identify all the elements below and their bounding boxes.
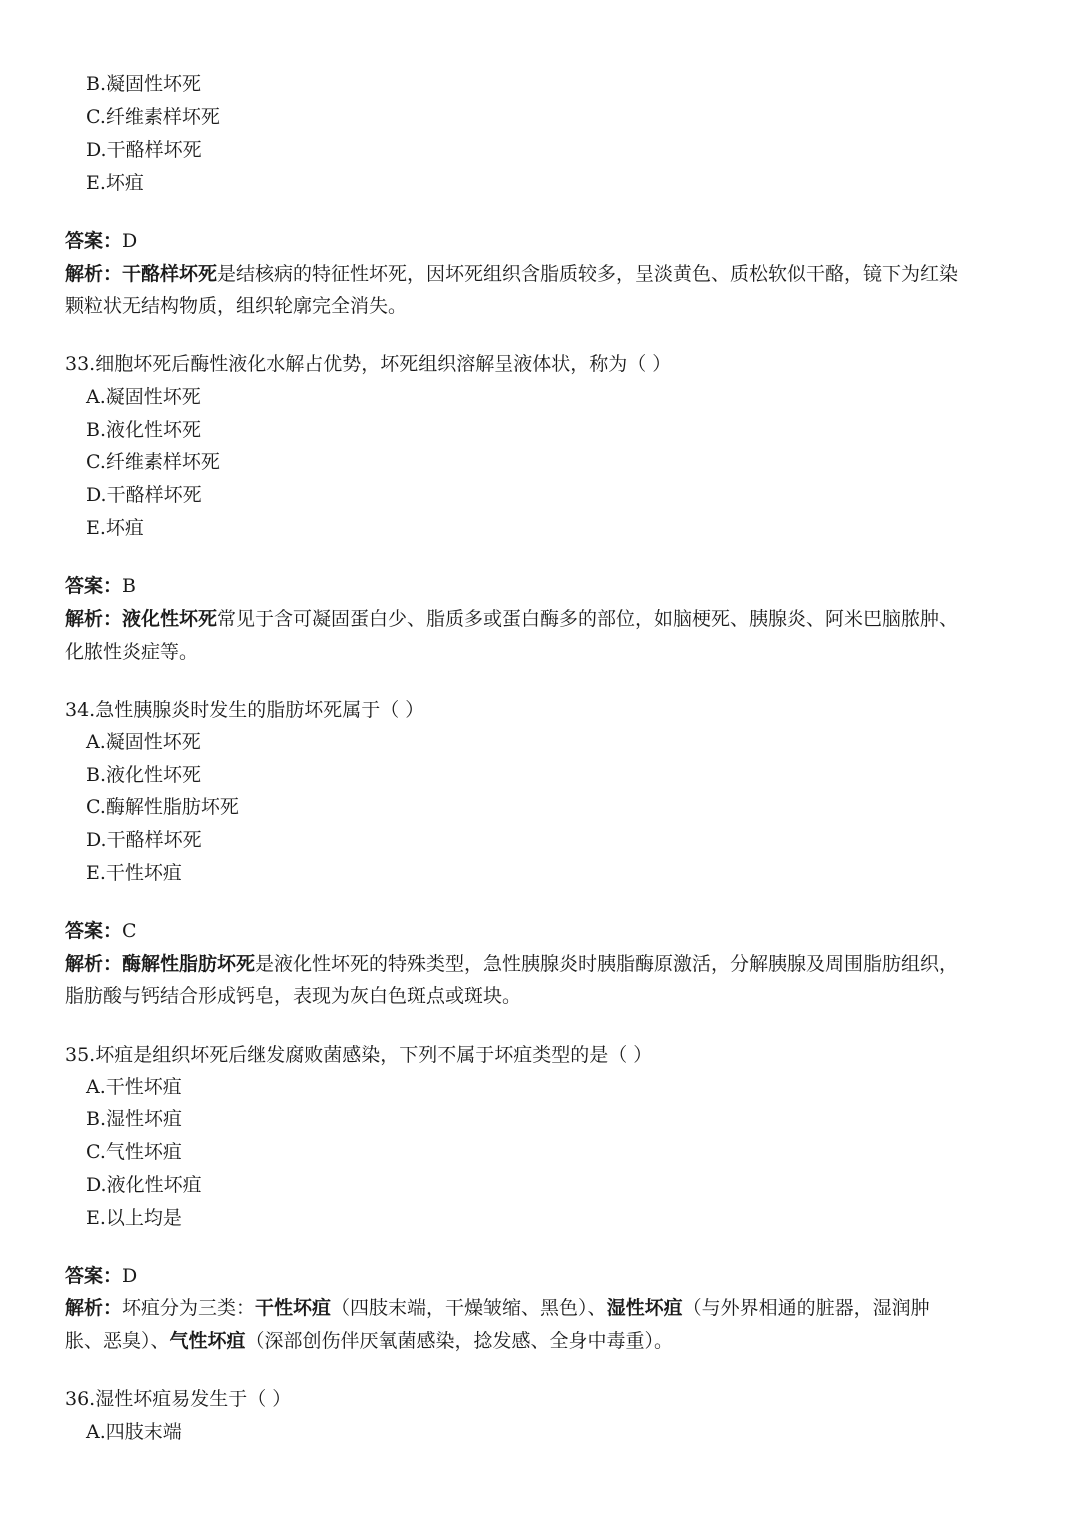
option-b: B.液化性坏死 bbox=[86, 419, 202, 441]
option-d: D.干酪样坏死 bbox=[86, 139, 202, 161]
explanation-label: 解析： bbox=[65, 263, 123, 285]
question-stem: 36.湿性坏疽易发生于（ ） bbox=[65, 1388, 292, 1410]
option-c: C.酶解性脂肪坏死 bbox=[86, 796, 239, 818]
explanation-line-2: 脂肪酸与钙结合形成钙皂，表现为灰白色斑点或斑块。 bbox=[65, 985, 522, 1007]
answer-line bbox=[65, 918, 137, 944]
explanation-term: 酶解性脂肪坏死 bbox=[122, 953, 256, 975]
answer-line bbox=[65, 573, 136, 599]
gangrene-type-wet-desc: （与外界相通的脏器，湿润肿 bbox=[682, 1297, 930, 1319]
explanation-text: 是结核病的特征性坏死，因坏死组织含脂质较多，呈淡黄色、质松软似干酪，镜下为红染 bbox=[217, 263, 959, 285]
option-c: C.纤维素样坏死 bbox=[86, 106, 220, 128]
gangrene-type-dry: 干性坏疽 bbox=[255, 1297, 332, 1319]
explanation-text: 常见于含可凝固蛋白少、脂质多或蛋白酶多的部位，如脑梗死、胰腺炎、阿米巴脑脓肿、 bbox=[217, 608, 959, 630]
explanation-line-1 bbox=[65, 606, 958, 632]
explanation-label: 解析： bbox=[65, 953, 123, 975]
answer-label: 答案： bbox=[65, 1265, 123, 1287]
answer-label: 答案： bbox=[65, 920, 123, 942]
question-stem: 35.坏疽是组织坏死后继发腐败菌感染，下列不属于坏疽类型的是（ ） bbox=[65, 1044, 653, 1066]
answer-label: 答案： bbox=[65, 575, 123, 597]
option-e: E.坏疽 bbox=[86, 517, 144, 539]
option-b: B.液化性坏死 bbox=[86, 764, 202, 786]
answer-label: 答案： bbox=[65, 230, 123, 252]
option-e: E.干性坏疽 bbox=[86, 862, 182, 884]
option-b: B.湿性坏疽 bbox=[86, 1108, 183, 1130]
option-c: C.气性坏疽 bbox=[86, 1141, 182, 1163]
gangrene-type-gas: 气性坏疽 bbox=[169, 1330, 246, 1352]
explanation-label: 解析： bbox=[65, 1297, 123, 1319]
explanation-text: 是液化性坏死的特殊类型，急性胰腺炎时胰脂酶原激活，分解胰腺及周围脂肪组织， bbox=[255, 953, 959, 975]
explanation-intro: 坏疽分为三类： bbox=[122, 1297, 256, 1319]
gangrene-type-dry-desc: （四肢末端，干燥皱缩、黑色）、 bbox=[331, 1297, 607, 1319]
answer-line bbox=[65, 228, 137, 254]
option-b: B.凝固性坏死 bbox=[86, 73, 202, 95]
explanation-term: 液化性坏死 bbox=[122, 608, 218, 630]
option-d: D.液化性坏疽 bbox=[86, 1174, 202, 1196]
question-stem: 33.细胞坏死后酶性液化水解占优势，坏死组织溶解呈液体状，称为（ ） bbox=[65, 353, 672, 375]
explanation-line-2: 化脓性炎症等。 bbox=[65, 641, 199, 663]
explanation-continuation: 胀、恶臭）、 bbox=[65, 1330, 170, 1352]
option-e: E.以上均是 bbox=[86, 1207, 182, 1229]
answer-value: D bbox=[122, 1265, 138, 1287]
option-e: E.坏疽 bbox=[86, 172, 144, 194]
explanation-label: 解析： bbox=[65, 608, 123, 630]
answer-value: C bbox=[122, 920, 137, 942]
answer-line bbox=[65, 1263, 137, 1289]
explanation-line-2 bbox=[65, 1328, 673, 1354]
option-c: C.纤维素样坏死 bbox=[86, 451, 220, 473]
explanation-term: 干酪样坏死 bbox=[122, 263, 218, 285]
explanation-line-1 bbox=[65, 1295, 930, 1321]
option-a: A.凝固性坏死 bbox=[86, 386, 201, 408]
answer-value: D bbox=[122, 230, 138, 252]
option-d: D.干酪样坏死 bbox=[86, 829, 202, 851]
option-a: A.干性坏疽 bbox=[86, 1076, 182, 1098]
option-a: A.凝固性坏死 bbox=[86, 731, 201, 753]
option-a: A.四肢末端 bbox=[86, 1421, 182, 1443]
explanation-line-1 bbox=[65, 951, 958, 977]
answer-value: B bbox=[122, 575, 136, 597]
explanation-line-2: 颗粒状无结构物质，组织轮廓完全消失。 bbox=[65, 295, 408, 317]
gangrene-type-gas-desc: （深部创伤伴厌氧菌感染，捻发感、全身中毒重）。 bbox=[245, 1330, 674, 1352]
question-stem: 34.急性胰腺炎时发生的脂肪坏死属于（ ） bbox=[65, 699, 425, 721]
gangrene-type-wet: 湿性坏疽 bbox=[606, 1297, 683, 1319]
option-d: D.干酪样坏死 bbox=[86, 484, 202, 506]
explanation-line-1 bbox=[65, 261, 958, 287]
